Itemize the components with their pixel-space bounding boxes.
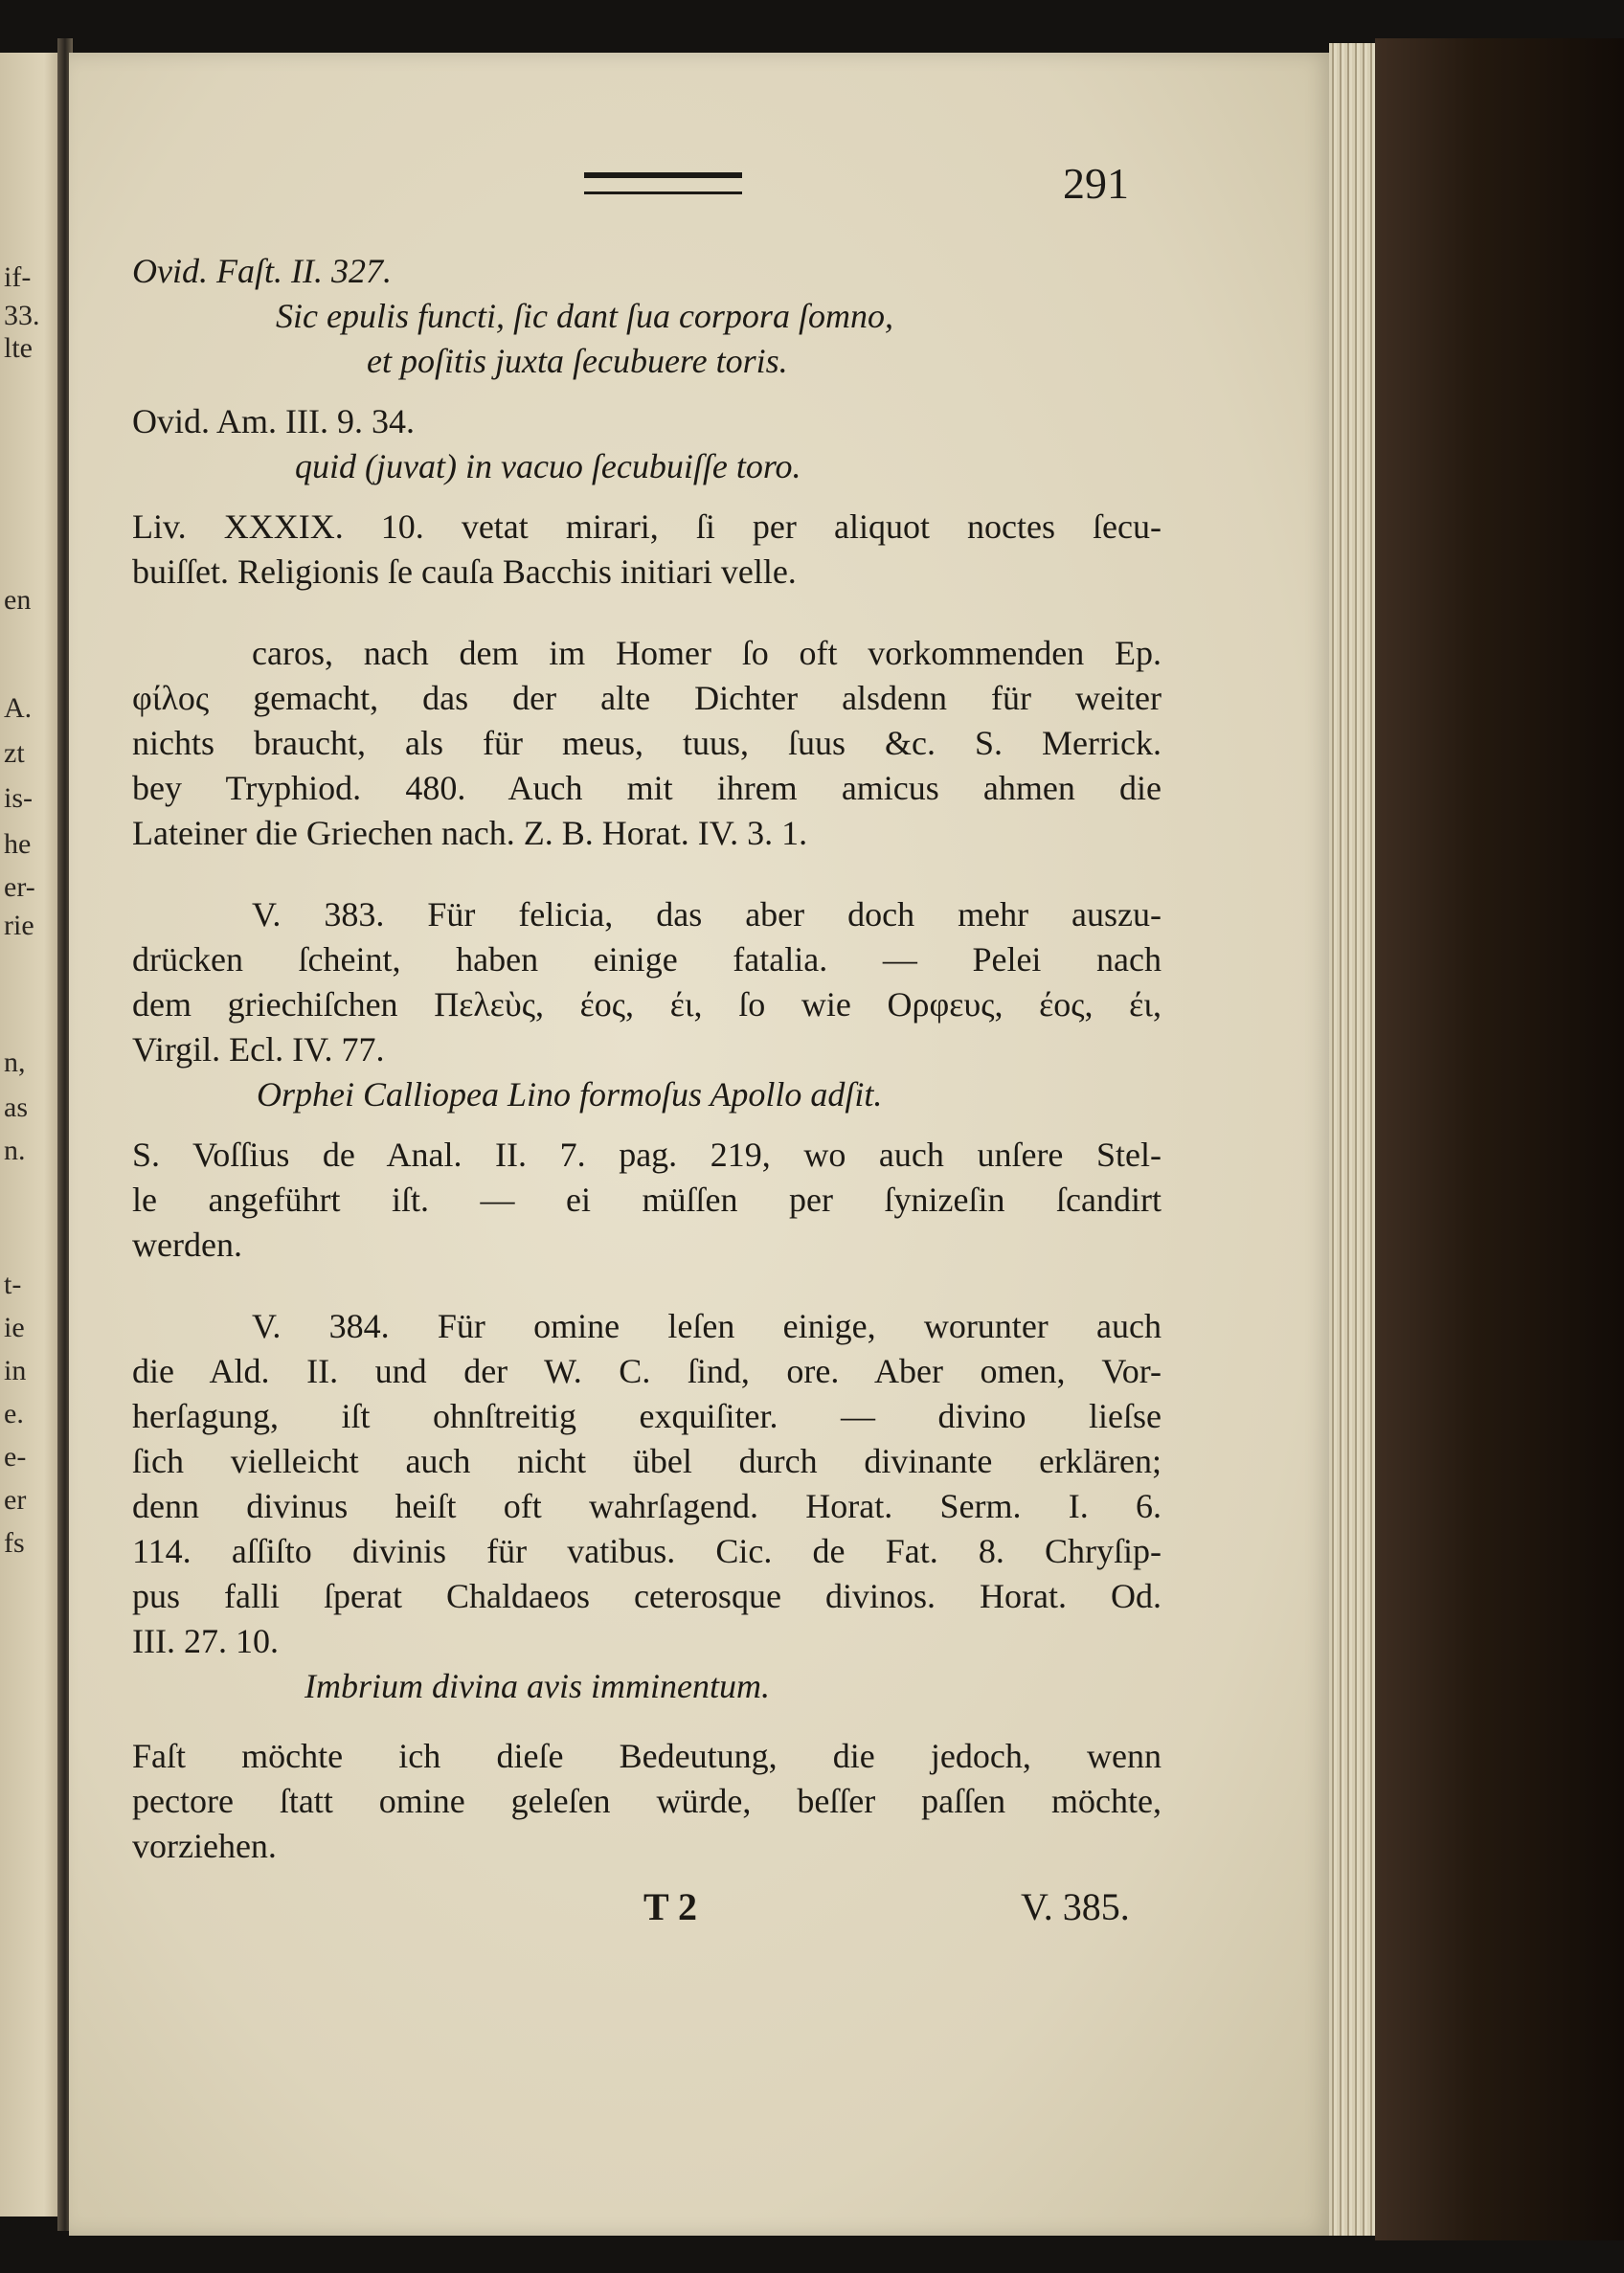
book-cover (1375, 38, 1624, 2240)
citation-paragraph (132, 249, 1162, 384)
text-line: S. Voſſius de Anal. II. 7. pag. 219, wo auch unſere Stel- (132, 1136, 1162, 1174)
text-line: V. 384. Für omine leſen einige, worunter auch (252, 1307, 1162, 1345)
verse-quote-line: Orphei Calliopea Lino formoſus Apollo adſit. (257, 1075, 883, 1114)
text-line: caros, nach dem im Homer ſo oft vorkommenden Ep. (252, 634, 1162, 672)
reference-paragraph (132, 1133, 1162, 1268)
text-line: pectore ſtatt omine geleſen würde, beſſer paſſen möchte, (132, 1782, 1162, 1820)
verse-quote-line: et poſitis juxta ſecubuere toris. (367, 342, 788, 380)
text-line: 114. aſſiſto divinis für vatibus. Cic. de Fat. 8. Chryſip- (132, 1532, 1162, 1570)
text-line: buiſſet. Religionis ſe cauſa Bacchis initiari velle. (132, 552, 797, 591)
text-line: Lateiner die Griechen nach. Z. B. Horat. IV. 3. 1. (132, 814, 808, 852)
verse-note-383 (132, 892, 1162, 1117)
text-line: Ovid. Am. III. 9. 34. (132, 402, 415, 440)
facing-page-fragment: zt (4, 737, 25, 769)
page-text (132, 249, 1162, 1869)
text-line: werden. (132, 1226, 242, 1264)
header-rule (584, 172, 742, 194)
page-edge-stack (1329, 43, 1377, 2236)
text-line: drücken ſcheint, haben einige fatalia. — Pelei nach (132, 940, 1162, 979)
text-line: die Ald. II. und der W. C. ſind, ore. Aber omen, Vor- (132, 1352, 1162, 1390)
text-line: φίλος gemacht, das der alte Dichter alsdenn für weiter (132, 679, 1162, 717)
facing-page-fragment: en (4, 584, 32, 616)
page-number: 291 (1063, 159, 1129, 208)
text-line: Liv. XXXIX. 10. vetat mirari, ſi per aliquot noctes ſecu- (132, 507, 1162, 546)
facing-page-fragment: rie (4, 910, 34, 941)
facing-page-fragment: if- (4, 261, 32, 293)
signature-mark: T 2 (643, 1885, 697, 1928)
facing-page-fragment: 33. (4, 300, 40, 331)
facing-page-fragment: as (4, 1091, 28, 1123)
facing-page-fragment: n. (4, 1135, 26, 1166)
facing-page-edge (0, 53, 63, 2217)
verse-quote-line: Imbrium divina avis imminentum. (304, 1667, 770, 1705)
facing-page-fragment: er (4, 1484, 27, 1516)
text-line: Virgil. Ecl. IV. 77. (132, 1030, 385, 1069)
facing-page-fragment: A. (4, 692, 33, 724)
facing-page-fragment: ie (4, 1312, 25, 1343)
citation-paragraph (132, 505, 1162, 595)
text-line: dem griechiſchen Πελεὺς, έος, έι, ſo wie Ορφευς, έος, έι, (132, 985, 1162, 1024)
text-line: III. 27. 10. (132, 1622, 279, 1660)
facing-page-fragment: in (4, 1355, 27, 1386)
catchword: V. 385. (1021, 1885, 1130, 1928)
text-line: Ovid. Faſt. II. 327. (132, 252, 392, 290)
facing-page-fragment: n, (4, 1046, 26, 1078)
verse-quote-line: Sic epulis functi, ſic dant ſua corpora ſomno, (276, 297, 893, 335)
text-line: Faſt möchte ich dieſe Bedeutung, die jedoch, wenn (132, 1737, 1162, 1775)
facing-page-fragment: is- (4, 782, 33, 814)
facing-page-fragment: fs (4, 1527, 25, 1559)
commentary-paragraph (132, 631, 1162, 856)
text-line: pus falli ſperat Chaldaeos ceterosque divinos. Horat. Od. (132, 1577, 1162, 1615)
text-line: nichts braucht, als für meus, tuus, ſuus &c. S. Merrick. (132, 724, 1162, 762)
text-line: bey Tryphiod. 480. Auch mit ihrem amicus ahmen die (132, 769, 1162, 807)
citation-paragraph (132, 399, 1162, 489)
text-line: denn divinus heiſt oft wahrſagend. Horat. Serm. I. 6. (132, 1487, 1162, 1525)
facing-page-fragment: e- (4, 1441, 27, 1473)
verse-quote-line: quid (juvat) in vacuo ſecubuiſſe toro. (295, 447, 801, 485)
facing-page-fragment: er- (4, 871, 35, 903)
closing-paragraph (132, 1734, 1162, 1869)
facing-page-fragment: he (4, 828, 32, 860)
facing-page-fragment: t- (4, 1269, 22, 1300)
text-line: herſagung, iſt ohnſtreitig exquiſiter. — divino lieſse (132, 1397, 1162, 1435)
text-line: V. 383. Für felicia, das aber doch mehr auszu- (252, 895, 1162, 934)
verse-note-384 (132, 1304, 1162, 1709)
text-line: vorziehen. (132, 1827, 277, 1865)
facing-page-fragment: e. (4, 1398, 24, 1429)
text-line: le angeführt iſt. — ei müſſen per ſynizeſin ſcandirt (132, 1181, 1162, 1219)
facing-page-fragment: lte (4, 332, 33, 364)
text-line: ſich vielleicht auch nicht übel durch divinante erklären; (132, 1442, 1162, 1480)
